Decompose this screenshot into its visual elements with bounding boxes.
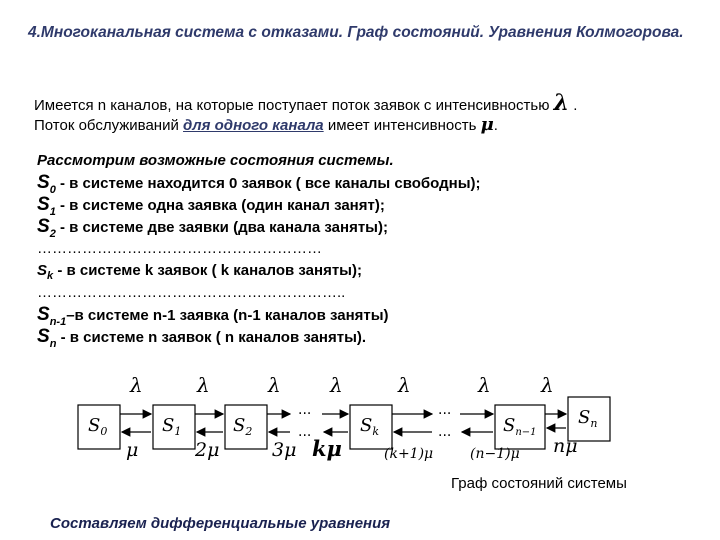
state-sub: 2 — [49, 227, 56, 240]
svg-text:S0: $S_0$ — [88, 415, 108, 438]
svg-text:Sn−1: $S_{n-1}$ — [503, 415, 537, 438]
intro-text-1: Имеется n каналов, на которые поступает поток заявок с интенсивностью — [34, 97, 550, 114]
svg-text:Sk: $S_k$ — [360, 415, 380, 438]
state-desc: в системе n заявок ( n каналов заняты). — [69, 329, 367, 346]
intro-text-2: Поток обслуживаний — [34, 117, 179, 134]
state-label: S — [37, 326, 50, 347]
node-sk — [350, 405, 392, 449]
state-label: S — [37, 304, 50, 325]
state-sub: k — [47, 270, 54, 282]
state-line-s1: $S_1$ - в системе одна заявка (один канал занят); — [37, 194, 385, 218]
intro-dot: . — [573, 97, 578, 114]
lambda-label: λ — [130, 373, 143, 397]
state-sub: 0 — [49, 183, 56, 196]
mu-label: μ — [126, 439, 139, 461]
mu-label: (k+1)μ — [384, 446, 434, 462]
states-heading: Рассмотрим возможные состояния системы. — [37, 152, 394, 169]
node-s0 — [78, 405, 120, 449]
mu-label: kμ — [312, 436, 342, 461]
state-sub: n-1 — [49, 315, 67, 328]
lambda-label: λ — [541, 373, 554, 397]
page-title: 4.Многоканальная система с отказами. Граф состояний. Уравнения Колмогорова. — [28, 24, 684, 41]
forward-labels — [129, 373, 554, 397]
lambda-label: λ — [398, 373, 411, 397]
state-line-s2: $S_2$ - в системе две заявки (два канала заняты); — [37, 216, 388, 240]
lambda-label: λ — [197, 373, 210, 397]
state-sub: 1 — [49, 205, 56, 218]
mu-label: (n−1)μ — [470, 446, 520, 462]
lambda-symbol: λ — [553, 90, 570, 116]
ellipsis: ... — [438, 424, 452, 440]
state-sub: n — [49, 337, 57, 350]
mu-label: 2μ — [195, 439, 220, 461]
ellipsis: ... — [438, 402, 452, 418]
link-one-channel[interactable]: для одного канала — [183, 117, 324, 134]
state-desc: в системе одна заявка (один канал занят); — [69, 197, 385, 214]
state-desc: в системе находится 0 заявок ( все каналы свободны); — [69, 175, 481, 192]
node-s2 — [225, 405, 267, 449]
ellipsis: ... — [298, 402, 312, 418]
dots-separator: …………………………………………………….. — [37, 284, 346, 301]
svg-text:Sn: $S_n$ — [578, 407, 598, 430]
state-label: S — [37, 262, 48, 279]
lambda-label: λ — [268, 373, 281, 397]
state-label: S — [37, 172, 50, 193]
graph-caption: Граф состояний системы — [451, 475, 627, 492]
mu-label: 3μ — [272, 439, 297, 461]
intro-dot-2: . — [493, 117, 498, 134]
footer-text: Составляем дифференциальные уравнения — [50, 515, 391, 532]
state-line-s0: $S_0$ - в системе находится 0 заявок ( все каналы свободны); — [37, 172, 481, 196]
lambda-label: λ — [330, 373, 343, 397]
intro-text-3: имеет интенсивность — [327, 117, 477, 134]
node-s1 — [153, 405, 195, 449]
state-line-sn: $S_n$ - в системе n заявок ( n каналов заняты). — [37, 326, 367, 350]
mu-symbol: μ — [480, 114, 494, 135]
ellipsis: ... — [298, 424, 312, 440]
state-desc: –в системе n-1 заявка (n-1 каналов заняты) — [66, 307, 389, 324]
mu-label: nμ — [553, 435, 578, 457]
svg-text:S2: $S_2$ — [233, 415, 253, 438]
state-desc: в системе k заявок ( k каналов заняты); — [66, 262, 362, 279]
state-line-sk: $S_k$ - в системе k заявок ( k каналов заняты); — [37, 262, 362, 282]
dots-separator: ………………………………………………… — [37, 240, 322, 257]
node-sn1 — [495, 405, 545, 449]
svg-text:S1: $S_1$ — [162, 415, 182, 438]
state-label: S — [37, 194, 50, 215]
state-label: S — [37, 216, 50, 237]
lambda-label: λ — [478, 373, 491, 397]
state-desc: в системе две заявки (два канала заняты); — [69, 219, 388, 236]
